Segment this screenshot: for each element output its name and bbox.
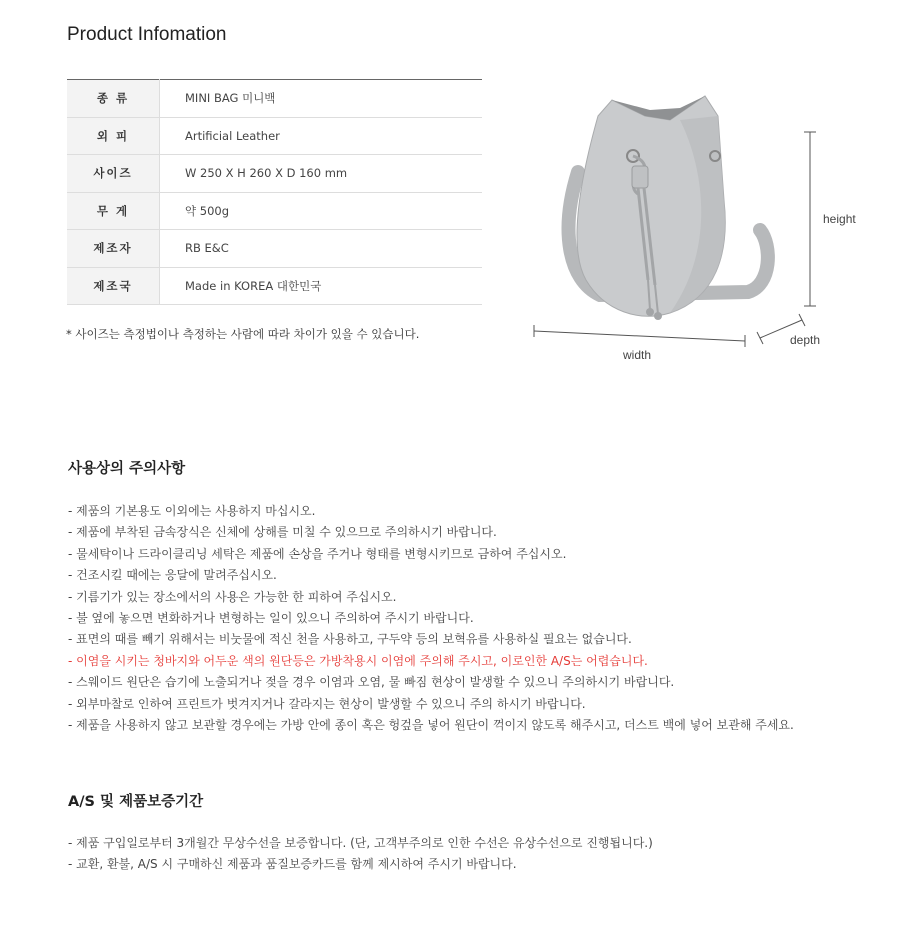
warranty-list [68,833,653,876]
list-item: - 스웨이드 원단은 습기에 노출되거나 젖을 경우 이염과 오염, 물 빠짐 현상이 발생할 수 있으니 주의하시기 바랍니다. [68,675,675,690]
height-indicator [804,132,816,306]
depth-label: depth [790,333,821,347]
spec-label: 종 류 [67,80,160,118]
spec-label: 무 게 [67,192,160,230]
spec-table [67,79,482,305]
width-indicator [534,325,745,347]
spec-row-material [67,117,482,155]
spec-row-origin [67,267,482,305]
spec-row-maker [67,230,482,268]
spec-value: RB E&C [160,230,483,268]
spec-row-size [67,155,482,193]
spec-value: 약 500g [160,192,483,230]
size-note: * 사이즈는 측정법이나 측정하는 사람에 따라 차이가 있을 수 있습니다. [66,327,420,341]
caution-title: 사용상의 주의사항 [68,461,186,477]
warranty-title: A/S 및 제품보증기간 [68,794,204,810]
list-item: - 제품의 기본용도 이외에는 사용하지 마십시오. [68,504,316,518]
height-label: height [823,212,856,226]
product-info-title: Product Infomation [67,24,227,45]
list-item: - 표면의 때를 빼기 위해서는 비눗물에 적신 천을 사용하고, 구두약 등의 보혁유를 사용하실 필요는 없습니다. [68,632,632,647]
spec-value: Artificial Leather [160,117,483,155]
list-item: - 외부마찰로 인하여 프린트가 벗겨지거나 갈라지는 현상이 발생할 수 있으니 주의 하시기 바랍니다. [68,696,586,711]
list-item: - 기름기가 있는 장소에서의 사용은 가능한 한 피하여 주십시오. [68,589,397,604]
spec-label: 사이즈 [67,155,160,193]
list-item: - 불 옆에 놓으면 변화하거나 변형하는 일이 있으니 주의하여 주시기 바랍니다. [68,610,474,625]
bag-dimension-diagram [520,80,856,370]
list-item-warning: - 이염을 시키는 청바지와 어두운 색의 원단등은 가방착용시 이염에 주의해 주시고, 이로인한 A/S는 어렵습니다. [68,653,648,668]
spec-row-type [67,80,482,118]
list-item: - 제품에 부착된 금속장식은 신체에 상해를 미칠 수 있으므로 주의하시기 바랍니다. [68,525,497,540]
list-item: - 교환, 환불, A/S 시 구매하신 제품과 품질보증카드를 함께 제시하여 주시기 바랍니다. [68,857,517,872]
drawstring-toggle [632,166,648,188]
list-item: - 건조시킬 때에는 응달에 말려주십시오. [68,568,277,583]
caution-list [68,501,794,736]
list-item: - 제품 구입일로부터 3개월간 무상수선을 보증합니다. (단, 고객부주의로 인한 수선은 유상수선으로 진행됩니다.) [68,836,653,850]
list-item: - 물세탁이나 드라이클리닝 세탁은 제품에 손상을 주거나 형태를 변형시키므로 금하여 주십시오. [68,546,567,561]
spec-value: Made in KOREA 대한민국 [160,267,483,305]
spec-label: 제조국 [67,267,160,305]
list-item: - 제품을 사용하지 않고 보관할 경우에는 가방 안에 종이 혹은 헝겊을 넣어 원단이 꺽이지 않도록 해주시고, 더스트 백에 넣어 보관해 주세요. [68,717,794,732]
spec-value: MINI BAG 미니백 [160,80,483,118]
width-label: width [623,348,652,362]
spec-label: 외 피 [67,117,160,155]
spec-label: 제조자 [67,230,160,268]
spec-value: W 250 X H 260 X D 160 mm [160,155,483,193]
spec-row-weight [67,192,482,230]
